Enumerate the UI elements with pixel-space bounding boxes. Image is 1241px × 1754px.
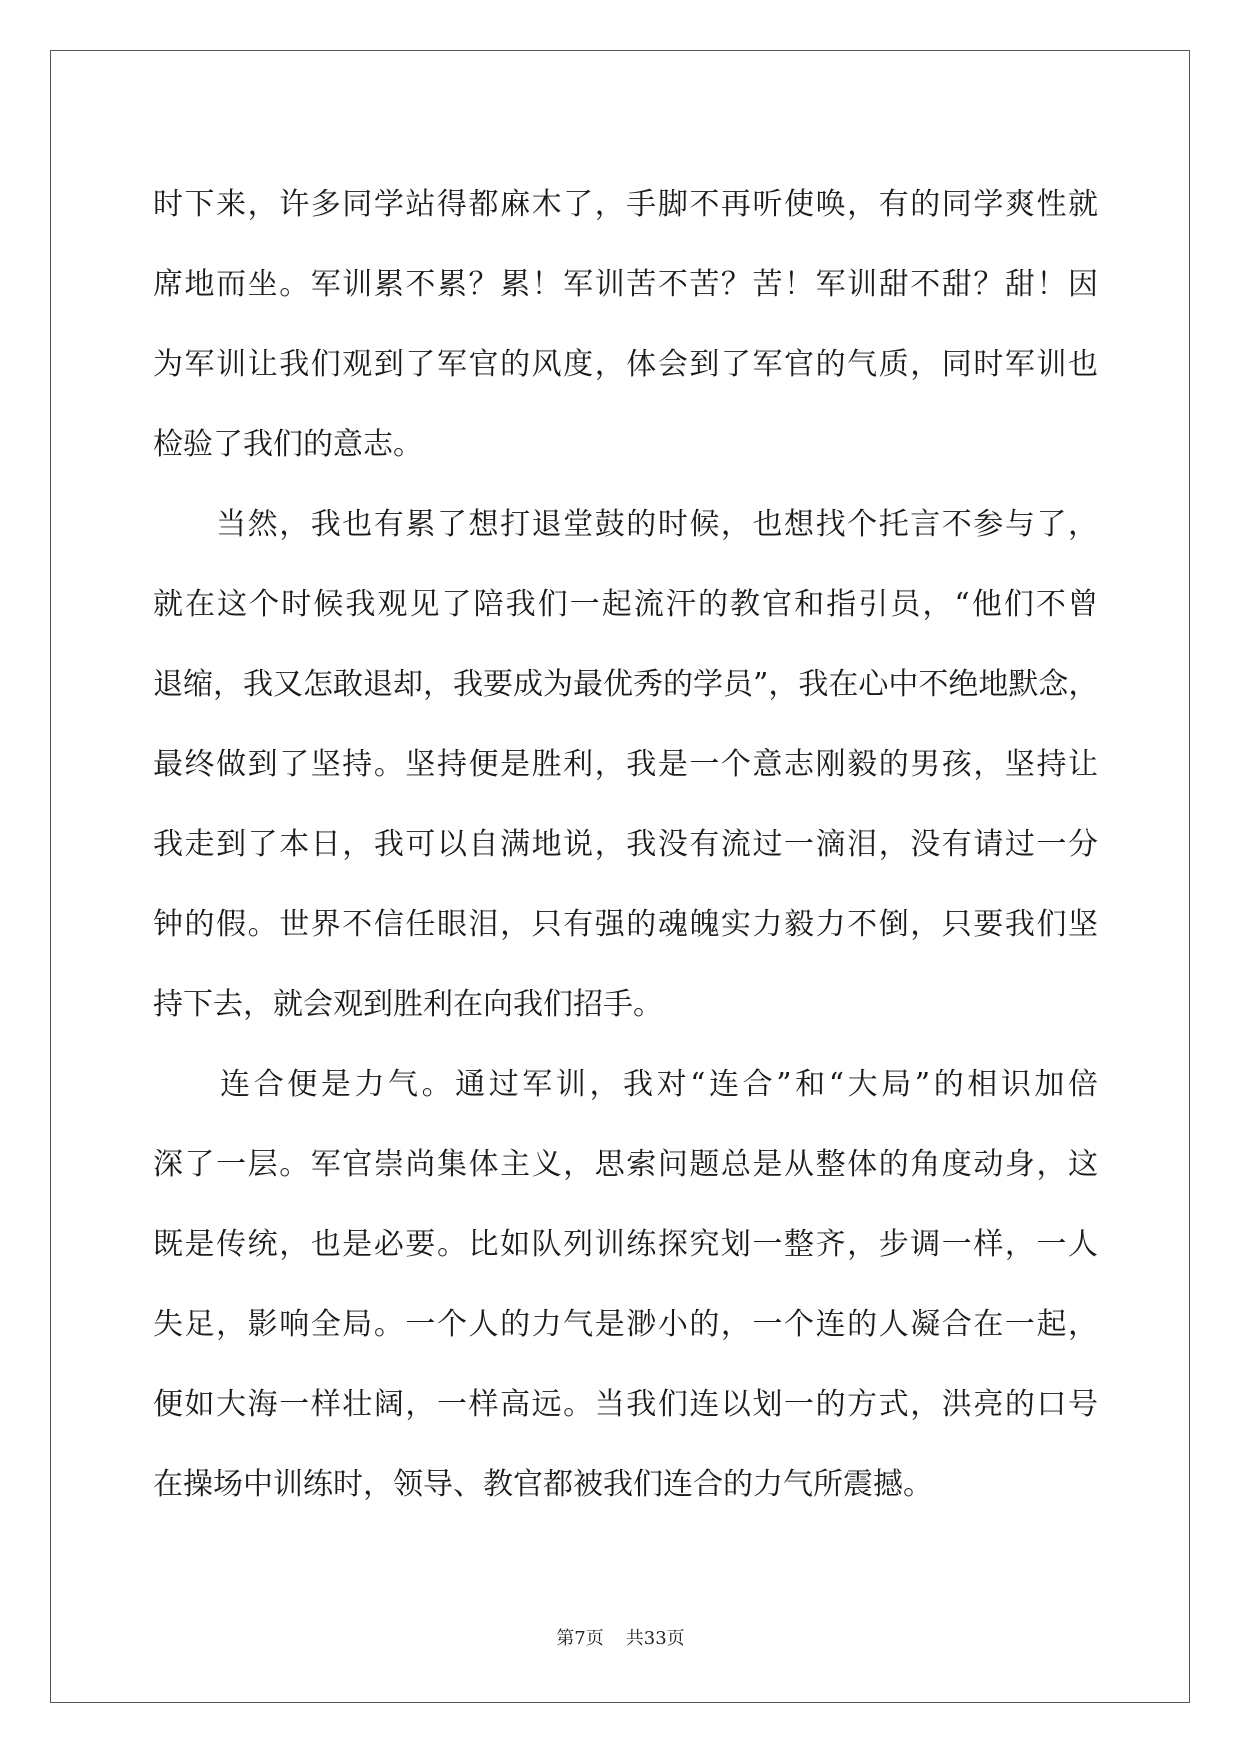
text-line: 为军训让我们观到了军官的风度，体会到了军官的气质，同时军训也 xyxy=(153,347,1098,382)
text-line: 最终做到了坚持。坚持便是胜利，我是一个意志刚毅的男孩，坚持让 xyxy=(153,747,1098,782)
text-line: 就在这个时候我观见了陪我们一起流汗的教官和指引员，“他们不曾 xyxy=(153,587,1098,622)
text-line: 在操场中训练时，领导、教官都被我们连合的力气所震撼。 xyxy=(153,1467,933,1502)
document-body xyxy=(153,165,1098,1525)
text-line: 便如大海一样壮阔，一样高远。当我们连以划一的方式，洪亮的口号 xyxy=(153,1387,1098,1422)
text-line: 检验了我们的意志。 xyxy=(153,427,423,462)
text-line: 连合便是力气。通过军训，我对“连合”和“大局”的相识加倍 xyxy=(153,1067,1098,1102)
text-line: 持下去，就会观到胜利在向我们招手。 xyxy=(153,987,663,1022)
text-line: 席地而坐。军训累不累？累！军训苦不苦？苦！军训甜不甜？甜！因 xyxy=(153,267,1098,302)
text-line: 当然，我也有累了想打退堂鼓的时候，也想找个托言不参与了， xyxy=(153,507,1098,542)
page-footer xyxy=(0,1624,1241,1650)
text-line: 钟的假。世界不信任眼泪，只有强的魂魄实力毅力不倒，只要我们坚 xyxy=(153,907,1098,942)
text-line: 既是传统，也是必要。比如队列训练探究划一整齐，步调一样，一人 xyxy=(153,1227,1098,1262)
text-line: 时下来，许多同学站得都麻木了，手脚不再听使唤，有的同学爽性就 xyxy=(153,187,1098,222)
text-line: 深了一层。军官崇尚集体主义，思索问题总是从整体的角度动身，这 xyxy=(153,1147,1098,1182)
page-number: 第7页 xyxy=(556,1628,604,1649)
text-line: 我走到了本日，我可以自满地说，我没有流过一滴泪，没有请过一分 xyxy=(153,827,1098,862)
page-total: 共33页 xyxy=(625,1628,685,1649)
text-line: 退缩，我又怎敢退却，我要成为最优秀的学员”，我在心中不绝地默念， xyxy=(153,667,1099,702)
text-line: 失足，影响全局。一个人的力气是渺小的，一个连的人凝合在一起， xyxy=(153,1307,1098,1342)
